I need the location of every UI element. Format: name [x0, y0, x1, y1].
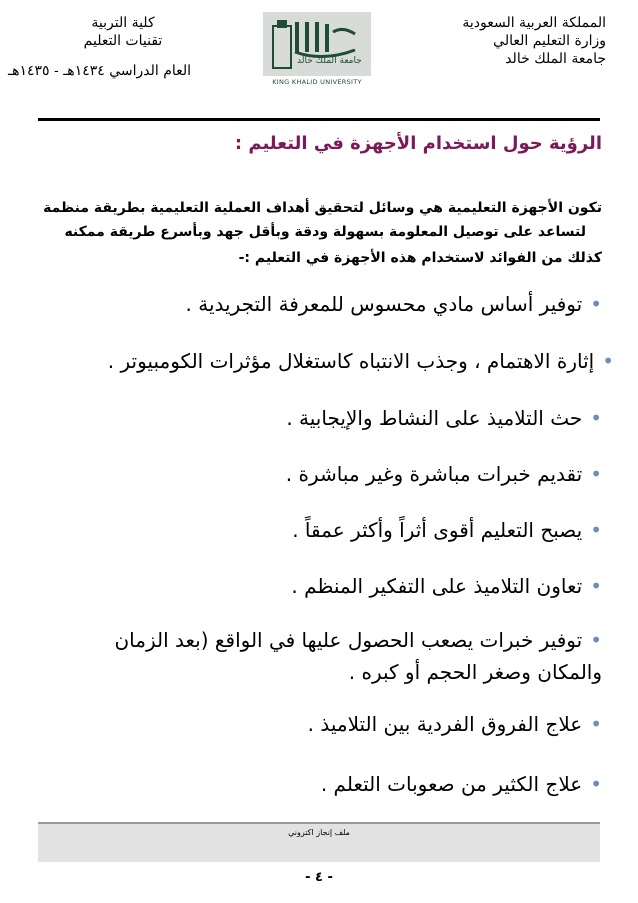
bullet-text: حث التلاميذ على النشاط والإيجابية .: [286, 406, 583, 430]
footer-text: ملف إنجاز اكتروني: [288, 828, 350, 837]
header-right-block: [462, 14, 606, 68]
bullet-text: توفير أساس مادي محسوس للمعرفة التجريدية .: [185, 292, 583, 316]
kingdom-name: المملكة العربية السعودية: [462, 15, 606, 31]
bullet-dot: •: [590, 406, 602, 430]
academic-year: العام الدراسي ١٤٣٤هـ - ١٤٣٥هـ: [8, 63, 192, 79]
bullet-dot: •: [602, 349, 614, 373]
page-number: - ٤ -: [305, 870, 333, 885]
bullet-dot: •: [590, 292, 602, 316]
bullet-continuation: والمكان وصغر الحجم أو كبره .: [348, 660, 602, 684]
bullet-text: تقديم خبرات مباشرة وغير مباشرة .: [285, 462, 583, 486]
department-name: تقنيات التعليم: [83, 33, 163, 49]
logo-arabic-text: جامعة الملك خالد: [297, 56, 362, 66]
bullet-item: [291, 574, 602, 598]
intro-line-1: تكون الأجهزة التعليمية هي وسائل لتحقيق أهداف العملية التعليمية بطريقة منظمة: [43, 200, 602, 216]
bullet-dot: •: [590, 712, 602, 736]
bullet-item: [308, 712, 602, 736]
bullet-dot: •: [590, 518, 602, 542]
logo-graphic: [263, 12, 371, 76]
header-left-block: [58, 14, 188, 50]
bullet-dot: •: [590, 574, 602, 598]
bullet-item: [321, 772, 602, 796]
logo-english-text: KING KHALID UNIVERSITY: [272, 78, 362, 86]
logo-emblem: [263, 12, 371, 76]
university-logo: [263, 12, 371, 88]
footer-divider: [38, 822, 600, 824]
ministry-name: وزارة التعليم العالي: [493, 33, 606, 49]
header-divider: [38, 118, 600, 121]
bullet-text: علاج الكثير من صعوبات التعلم .: [320, 772, 583, 796]
bullet-dot: •: [590, 462, 602, 486]
bullet-item: [292, 518, 602, 542]
bullet-item: [286, 462, 602, 486]
bullet-item: [108, 349, 614, 373]
bullet-dot: •: [590, 772, 602, 796]
bullet-item: [114, 628, 602, 652]
bullet-text: تعاون التلاميذ على التفكير المنظم .: [291, 574, 583, 598]
intro-line-3: كذلك من الفوائد لاستخدام هذه الأجهزة في التعليم :-: [238, 250, 602, 266]
bullet-dot: •: [590, 628, 602, 652]
bullet-text: إثارة الاهتمام ، وجذب الانتباه كاستغلال مؤثرات الكومبيوتر .: [107, 349, 595, 373]
page-title: الرؤية حول استخدام الأجهزة في التعليم :: [234, 133, 602, 154]
intro-line-2: لتساعد على توصيل المعلومة بسهولة ودقة وبأقل جهد وبأسرع طريقة ممكنه: [64, 224, 586, 240]
bullet-text: توفير خبرات يصعب الحصول عليها في الواقع (بعد الزمان: [114, 628, 583, 652]
bullet-text: يصبح التعليم أقوى أثراً وأكثر عمقاً .: [292, 518, 583, 542]
bullet-item: [286, 406, 602, 430]
bullet-text: علاج الفروق الفردية بين التلاميذ .: [307, 712, 583, 736]
university-name: جامعة الملك خالد: [505, 51, 606, 67]
college-name: كلية التربية: [91, 15, 155, 31]
bullet-item: [186, 292, 602, 316]
